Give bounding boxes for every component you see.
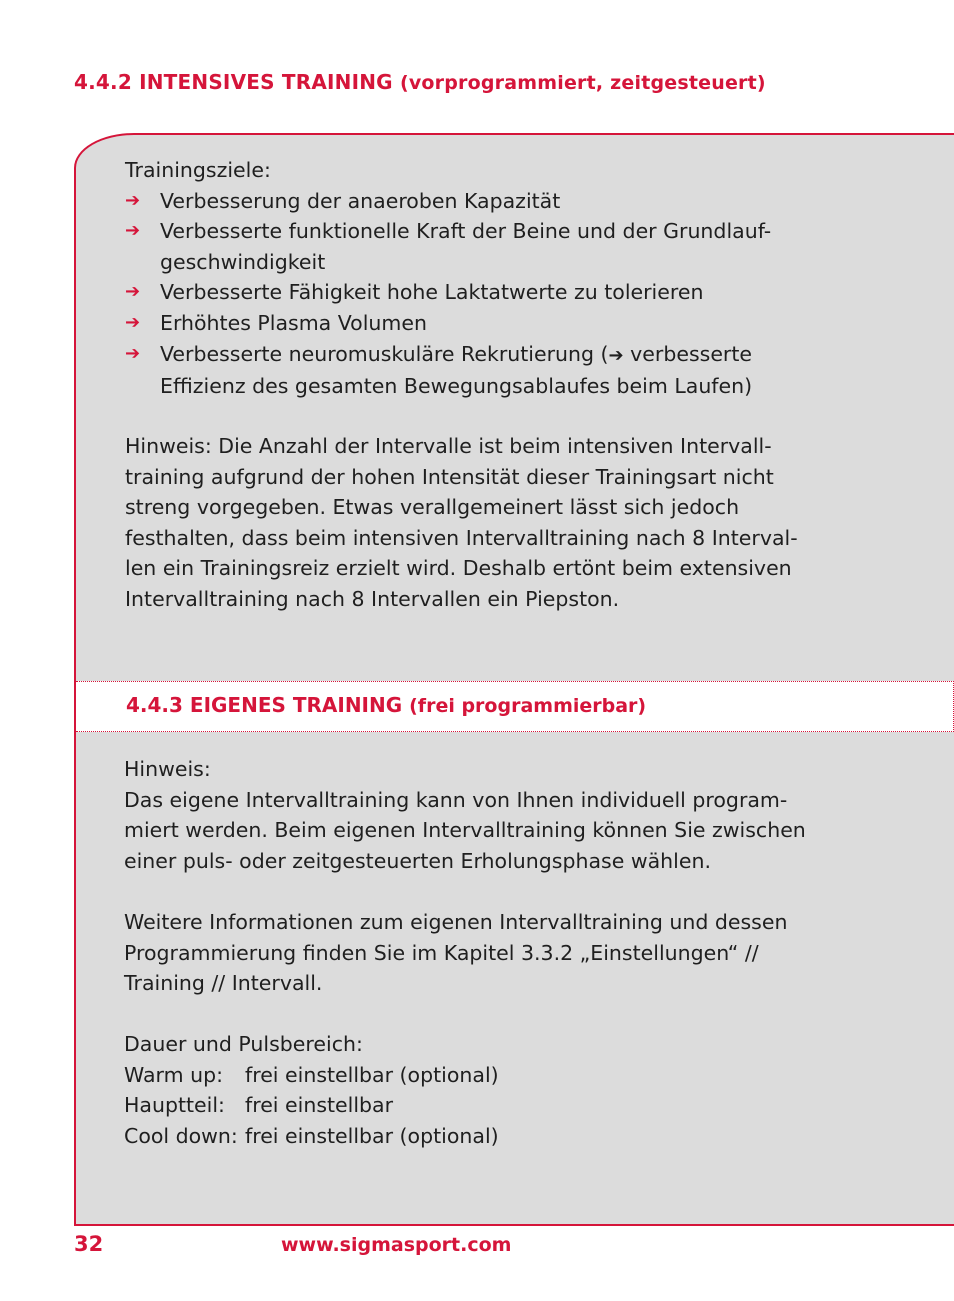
list-item: ➔ Verbesserte Fähigkeit hohe Laktatwerte zu tolerieren [125,277,885,308]
note-intensive: Hinweis: Die Anzahl der Intervalle ist beim intensiven Intervall- training aufgrund der hohen Intensität dieser Trainingsart nicht streng vorgegeben. Etwas verallgemeinert lässt sich jedoch festhalten, dass beim intensiven Intervalltraining nach 8 Interval- len ein Trainingsreiz erzielt wird. Deshalb ertönt beim extensiven Intervalltraining nach 8 Intervallen ein Piepston. [125,434,798,611]
list-item: ➔ Verbesserte funktionelle Kraft der Beine und der Grundlauf- geschwindigkeit [125,216,885,277]
section-title: 4.4.2 INTENSIVES TRAINING [74,70,393,94]
duration-row-warmup: Warm up: frei einstellbar (optional) [124,1062,499,1087]
section-subtitle: (frei programmierbar) [409,695,647,717]
arrow-right-icon: ➔ [125,220,141,242]
more-info-text: Weitere Informationen zum eigenen Intervalltraining und dessen Programmierung finden Sie im Kapitel 3.3.2 „Einstellungen“ // Training // Intervall. [124,910,788,996]
note-text: Das eigene Intervalltraining kann von Ihnen individuell program- miert werden. Beim eigenen Intervalltraining können Sie zwischen einer puls- oder zeitgesteuerten Erholungsphase wählen. [124,787,806,873]
note-label: Hinweis: [124,757,211,781]
training-goals [125,155,885,402]
arrow-right-icon: ➔ [125,342,141,364]
arrow-right-icon: ➔ [608,344,624,366]
section-heading-4-4-3 [76,681,954,732]
arrow-right-icon: ➔ [125,281,141,303]
note-custom [124,754,914,876]
page-number: 32 [74,1232,104,1256]
duration-row-cooldown: Cool down: frei einstellbar (optional) [124,1123,499,1148]
section-heading-4-4-2 [74,70,766,94]
duration-label: Dauer und Pulsbereich: [124,1032,363,1056]
section-subtitle: (vorprogrammiert, zeitgesteuert) [399,72,766,94]
section-title: 4.4.3 EIGENES TRAINING [126,693,403,717]
list-item: ➔ Verbesserte neuromuskuläre Rekrutierung (➔ verbesserte Effizienz des gesamten Bewegungsablaufes beim Laufen) [125,339,885,402]
duration-block [124,1029,724,1151]
list-item: ➔ Verbesserung der anaeroben Kapazität [125,186,885,217]
website-link[interactable]: www.sigmasport.com [281,1234,512,1256]
arrow-right-icon: ➔ [125,311,141,333]
list-item: ➔ Erhöhtes Plasma Volumen [125,308,885,339]
duration-row-main: Hauptteil: frei einstellbar [124,1093,394,1118]
goals-list [125,186,885,402]
goals-label: Trainingsziele: [125,158,271,182]
arrow-right-icon: ➔ [125,189,141,211]
